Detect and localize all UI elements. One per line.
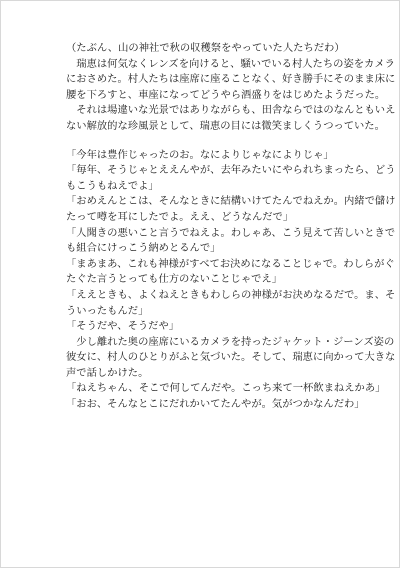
dialogue-line: 「おお、そんなとこにだれかいてたんやが。気がつかなんだわ」 (66, 398, 365, 411)
text-line: 腰を下ろすと、車座になってどうやら酒盛りをはじめたようだった。 (66, 88, 386, 101)
dialogue-line: も組合にけっこう納めとるんで」 (66, 242, 221, 255)
text-line: 瑞恵は何気なくレンズを向けると、騒いでいる村人たちの姿をカメラ (66, 57, 395, 70)
dialogue-line: もこうもねえでよ」 (66, 179, 159, 192)
dialogue-line: 「毎年、そうじゃとええんやが、去年みたいにやられちまったら、どう (66, 164, 396, 177)
text-line: におさめた。村人たちは座席に座ることなく、好き勝手にそのまま床に (66, 73, 396, 86)
dialogue-line: ういったもんだ」 (66, 304, 149, 317)
dialogue-line: たぐた言うとっても仕方のないことじゃでえ」 (66, 273, 283, 286)
text-line: それは場違いな光景ではありながらも、田舎ならではのなんともいえ (66, 104, 396, 117)
dialogue-line: 「おめえんとこは、そんなときに結構いけてたんでねえか。内緒で儲け (66, 195, 396, 208)
text-line: 彼女に、村人のひとりがふと気づいた。そして、瑞恵に向かって大きな (66, 351, 396, 364)
dialogue-line: 「ええときも、よくねえときもわしらの神様がお決めなるだで。ま、そ (66, 288, 396, 301)
dialogue-line: 「そうだや、そうだや」 (66, 320, 180, 333)
text-line: 少し離れた奥の座席にいるカメラを持ったジャケット・ジーンズ姿の (66, 335, 395, 348)
dialogue-line: 「今年は豊作じゃったのお。なによりじゃなによりじゃ」 (66, 148, 334, 161)
text-line: ない解放的な珍風景として、瑞恵の目には微笑ましくうつっていた。 (66, 119, 385, 132)
dialogue-line: たって噂を耳にしたでよ。ええ、どうなんだで」 (66, 210, 294, 223)
paragraph-gap (66, 135, 341, 148)
text-line: 声で話しかけた。 (66, 366, 149, 379)
text-line: （たぶん、山の神社で秋の収穫祭をやっていた人たちだわ） (66, 42, 345, 54)
dialogue-line: 「人聞きの悪いこと言うでねえよ。わしゃあ、こう見えて苦しいときで (66, 226, 396, 239)
dialogue-line: 「ねえちゃん、そこで何してんだや。こっち来て一杯飲まねえかあ」 (66, 382, 386, 395)
body-text (66, 41, 396, 413)
dialogue-line: 「まあまあ、これも神様がすべてお決めになることじゃで。わしらがぐ (66, 257, 395, 270)
